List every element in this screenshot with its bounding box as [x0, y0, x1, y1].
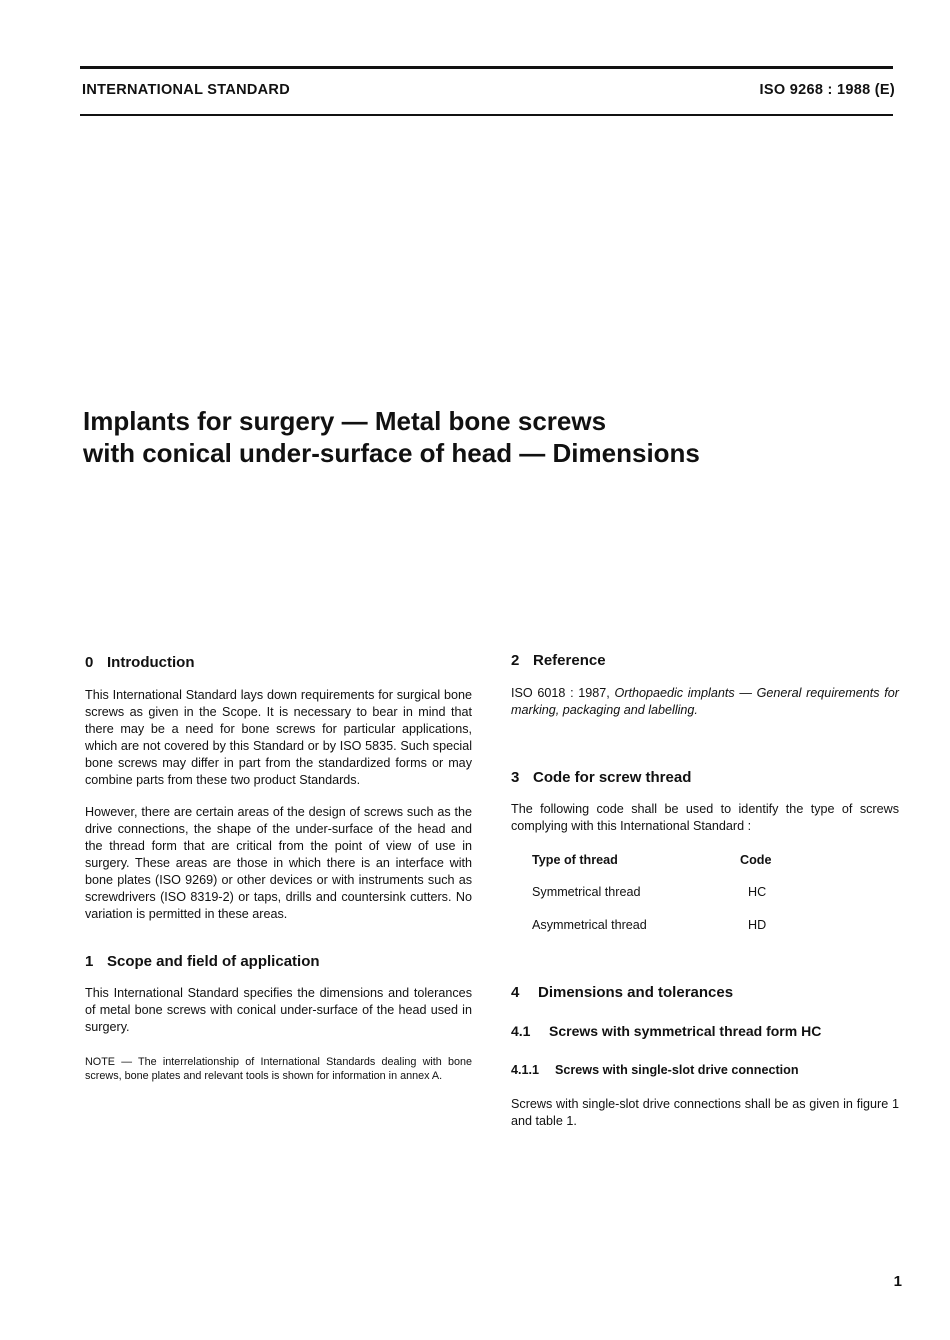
table-row: [532, 869, 771, 901]
subsection-4-1-1-heading: [511, 1062, 899, 1079]
section-title: Reference: [533, 652, 606, 669]
table-cell-type: Symmetrical thread: [532, 885, 641, 899]
table-row: [532, 901, 771, 934]
intro-paragraph-2: However, there are certain areas of the design of screws such as the drive connections, the shape of the under-surface of the head and the thread form that are critical from the point of view of use in surgery. These areas are those in which there is an interface with bone plates (ISO 9269) or other devices or with instruments such as screwdrivers (ISO 8319-2) or taps, drills and countersink cutters. No variation is permitted in these areas.: [85, 805, 472, 921]
section-title: Code for screw thread: [533, 769, 692, 786]
section-title: Scope and field of application: [107, 953, 320, 970]
code-paragraph: The following code shall be used to identify the type of screws complying with this International Standard :: [511, 802, 899, 833]
thread-code-table: [532, 851, 771, 934]
subsection-4-1-heading: [511, 1023, 899, 1040]
subsection-4-1-1-paragraph: Screws with single-slot drive connections shall be as given in figure 1 and table 1.: [511, 1097, 899, 1128]
table-header-type: Type of thread: [532, 852, 618, 867]
section-title: Introduction: [107, 654, 195, 671]
subsection-title: Screws with symmetrical thread form HC: [549, 1023, 822, 1039]
section-number: 4: [511, 984, 520, 1001]
scope-paragraph: This International Standard specifies the dimensions and tolerances of metal bone screws with conical under-surface of the head used in surgery.: [85, 986, 472, 1034]
section-number: 0: [85, 654, 94, 671]
section-number: 3: [511, 769, 520, 786]
title-line-2: with conical under-surface of head — Dimensions: [83, 438, 700, 468]
section-number: 1: [85, 953, 94, 970]
standard-type: INTERNATIONAL STANDARD: [82, 82, 290, 98]
page-number: 1: [893, 1273, 902, 1290]
table-header-row: [532, 851, 771, 869]
section-number: 2: [511, 652, 520, 669]
top-rule: [80, 66, 893, 69]
section-3-heading: [511, 769, 899, 786]
document-title: [83, 405, 700, 469]
title-line-1: Implants for surgery — Metal bone screws: [83, 406, 607, 436]
table-cell-code: HC: [748, 885, 767, 899]
section-0-heading: [85, 654, 472, 671]
section-title: Dimensions and tolerances: [538, 984, 734, 1001]
reference-entry: [511, 685, 899, 719]
standard-number: ISO 9268 : 1988 (E): [759, 82, 895, 98]
table-cell-code: HD: [748, 918, 767, 932]
header-rule: [80, 114, 893, 116]
table-cell-type: Asymmetrical thread: [532, 918, 647, 932]
section-2-heading: [511, 652, 899, 669]
reference-title: Orthopaedic implants — General requirements for marking, packaging and labelling.: [511, 686, 899, 717]
section-4-heading: [511, 984, 899, 1001]
subsection-number: 4.1: [511, 1023, 531, 1039]
scope-note: NOTE — The interrelationship of International Standards dealing with bone screws, bone plates and relevant tools is shown for information in annex A.: [85, 1056, 472, 1082]
subsection-number: 4.1.1: [511, 1063, 540, 1077]
table-header-code: Code: [740, 852, 772, 867]
intro-paragraph-1: This International Standard lays down requirements for surgical bone screws as given in the Scope. It is necessary to bear in mind that there may be a need for bone screws for particular applications, which are not covered by this Standard or by ISO 5835. Such special bone screws may differ in part from the standardized forms or may combine parts from these two product Standards.: [85, 688, 472, 787]
subsection-title: Screws with single-slot drive connection: [555, 1063, 799, 1077]
reference-number: ISO 6018 : 1987,: [511, 686, 610, 700]
right-column: [511, 652, 899, 1130]
left-column: [85, 654, 472, 1083]
section-1-heading: [85, 953, 472, 970]
